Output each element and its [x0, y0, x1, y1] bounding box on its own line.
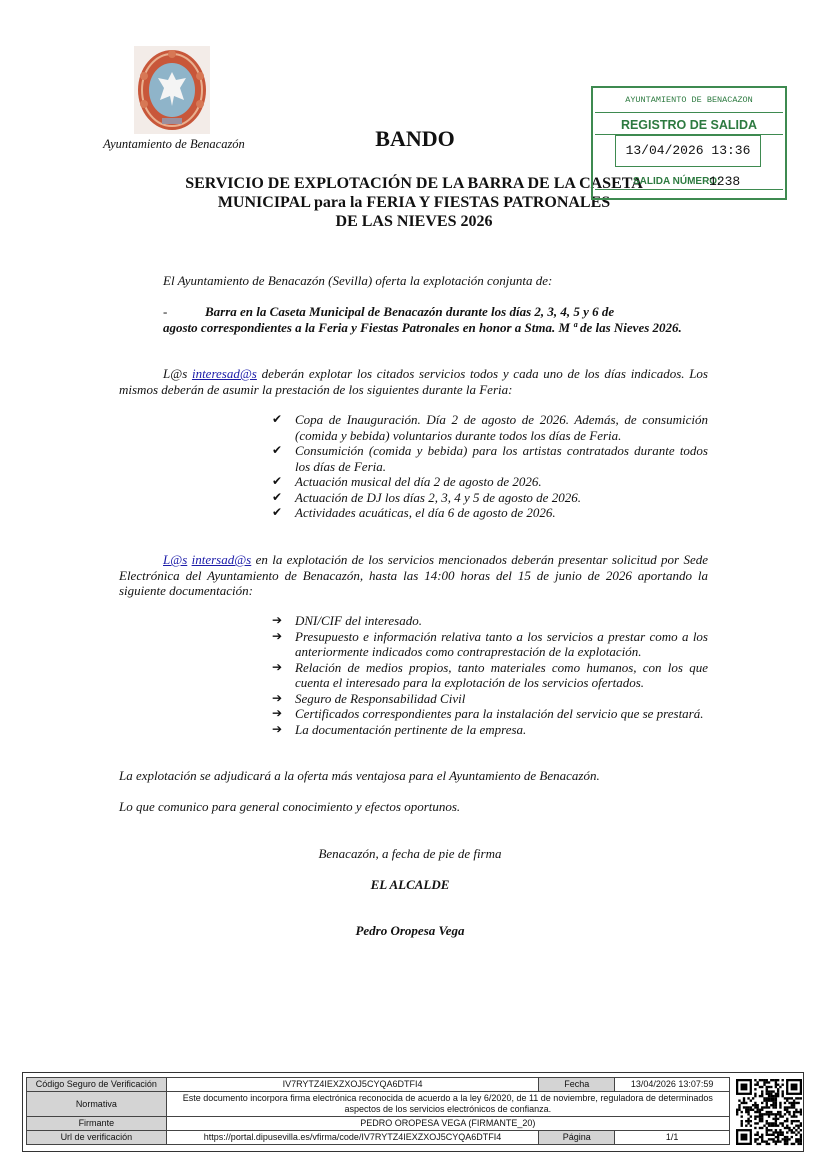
check-icon: ✔ — [272, 489, 283, 504]
table-row — [27, 1131, 730, 1145]
arrow-right-icon: ➔ — [272, 613, 283, 627]
check-icon: ✔ — [272, 474, 283, 488]
signer-name: Pedro Oropesa Vega — [355, 923, 465, 938]
municipality-name: Ayuntamiento de Benacazón — [103, 137, 245, 151]
subject-line-2: MUNICIPAL para la FERIA Y FIESTAS PATRONALES — [217, 194, 611, 211]
signer-role: EL ALCALDE — [370, 877, 450, 892]
list-item: ➔ Presupuesto e información relativa tanto a los servicios a prestar como a los anteriormente indicados como contraprestación de la explotación. — [272, 628, 708, 659]
url-label: Url de verificación — [27, 1131, 167, 1145]
interesados-link[interactable]: interesad@s — [191, 366, 257, 381]
table-row — [27, 1092, 730, 1117]
services-checklist — [272, 412, 708, 521]
table-row — [27, 1117, 730, 1131]
stamp-type: REGISTRO DE SALIDA — [620, 118, 758, 132]
stamp-org: AYUNTAMIENTO DE BENACAZON — [625, 95, 753, 105]
offered-item-line-1: Barra en la Caseta Municipal de Benacazón durante los días 2, 3, 4, 5 y 6 de — [205, 304, 615, 319]
item-dash: - — [163, 304, 168, 319]
page-label: Página — [539, 1131, 615, 1145]
p3-rest: en la explotación de los servicios mencionados deberán presentar solicitud por Sede Electrónica del Ayuntamiento de Benacazón, hasta las 14:00 horas del 15 de junio de 2026 aportando la siguiente documentación: — [119, 552, 709, 598]
intro-paragraph: El Ayuntamiento de Benacazón (Sevilla) oferta la explotación conjunta de: — [163, 273, 553, 288]
list-item: ✔ Actuación musical del día 2 de agosto de 2026. — [272, 474, 542, 489]
subject-line-3: DE LAS NIEVES 2026 — [335, 213, 493, 230]
norm-value: Este documento incorpora firma electrónica reconocida de acuerdo a la ley 6/2020, de 11 de noviembre, reguladora de determinados aspectos de los servicios electrónicos de confianza. — [166, 1092, 729, 1117]
list-item: ✔ Copa de Inauguración. Día 2 de agosto de 2026. Además, de consumición (comida y bebida) voluntarios durante todos los días de Feria. — [272, 412, 708, 443]
arrow-right-icon: ➔ — [272, 690, 283, 705]
intersados-link[interactable]: intersad@s — [191, 552, 252, 567]
norm-label: Normativa — [27, 1092, 167, 1117]
stamp-number: 1238 — [709, 174, 741, 189]
application-paragraph — [119, 552, 708, 599]
document-title: BANDO — [375, 126, 455, 151]
list-item: ➔ DNI/CIF del interesado. — [272, 613, 422, 628]
p2-rest: deberán explotar los citados servicios todos y cada uno de los días indicados. Los mismos deberán de asumir la prestación de los siguientes durante la Feria: — [119, 366, 708, 397]
check-icon: ✔ — [272, 412, 283, 426]
table-row — [27, 1078, 730, 1092]
offered-item-line-2: agosto correspondientes a la Feria y Fiestas Patronales en honor a Stma. M ª de las Nieves 2026. — [163, 319, 682, 335]
p2-start: L@s — [163, 366, 192, 381]
csv-value: IV7RYTZ4IEXZXOJ5CYQA6DTFI4 — [166, 1078, 539, 1092]
municipal-crest-icon — [134, 46, 210, 134]
place-date: Benacazón, a fecha de pie de firma — [318, 846, 502, 861]
closing-paragraph: Lo que comunico para general conocimiento y efectos oportunos. — [119, 799, 461, 814]
list-item: ➔ La documentación pertinente de la empresa. — [272, 721, 527, 737]
date-label: Fecha — [539, 1078, 615, 1092]
arrow-right-icon: ➔ — [272, 706, 283, 720]
page-value: 1/1 — [615, 1131, 730, 1145]
list-item: ✔ Actuación de DJ los días 2, 3, 4 y 5 de agosto de 2026. — [272, 489, 581, 505]
stamp-datetime: 13/04/2026 13:36 — [615, 135, 761, 167]
arrow-right-icon: ➔ — [272, 628, 283, 643]
qr-code-icon — [736, 1077, 802, 1147]
check-icon: ✔ — [272, 443, 283, 457]
list-item: ✔ Actividades acuáticas, el día 6 de agosto de 2026. — [272, 505, 556, 520]
verification-table — [26, 1077, 730, 1145]
arrow-right-icon: ➔ — [272, 659, 283, 674]
verification-footer — [22, 1072, 804, 1152]
subject-line-1: SERVICIO DE EXPLOTACIÓN DE LA BARRA DE LA CASETA — [185, 175, 643, 192]
list-item: ➔ Seguro de Responsabilidad Civil — [272, 690, 466, 706]
signer-value: PEDRO OROPESA VEGA (FIRMANTE_20) — [166, 1117, 729, 1131]
obligations-paragraph — [119, 366, 708, 397]
list-item: ➔ Certificados correspondientes para la instalación del servicio que se prestará. — [272, 706, 704, 721]
award-paragraph: La explotación se adjudicará a la oferta más ventajosa para el Ayuntamiento de Benacazón. — [119, 768, 600, 783]
offered-item — [163, 304, 708, 335]
csv-label: Código Seguro de Verificación — [27, 1078, 167, 1092]
documentation-list — [272, 613, 708, 737]
list-item: ➔ Relación de medios propios, tanto materiales como humanos, con los que cuenta el interesado para la explotación de los servicios ofertados. — [272, 659, 708, 690]
check-icon: ✔ — [272, 505, 283, 519]
las-link[interactable]: L@s — [163, 552, 188, 567]
stamp-number-label: SALIDA NÚMERO: — [633, 176, 721, 187]
url-value[interactable] — [166, 1131, 539, 1145]
list-item: ✔ Consumición (comida y bebida) para los artistas contratados durante todos los días de Feria. — [272, 443, 708, 474]
registry-stamp — [591, 86, 787, 200]
date-value: 13/04/2026 13:07:59 — [615, 1078, 730, 1092]
signer-label: Firmante — [27, 1117, 167, 1131]
arrow-right-icon: ➔ — [272, 721, 283, 736]
verification-url-link[interactable]: https://portal.dipusevilla.es/vfirma/code/IV7RYTZ4IEXZXOJ5CYQA6DTFI4 — [203, 1132, 502, 1142]
